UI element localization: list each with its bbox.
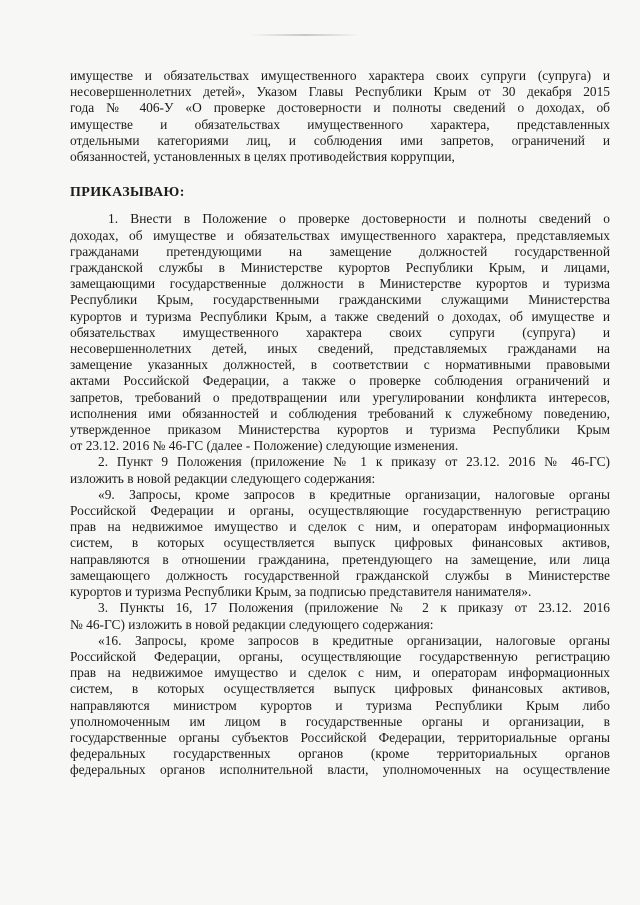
item-3-paragraph bbox=[70, 600, 610, 632]
item-1-paragraph bbox=[70, 211, 610, 454]
intro-line: имуществе и обязательствах имущественного характера своих супруги (супруга) и bbox=[70, 68, 610, 83]
document-body bbox=[70, 68, 610, 779]
quote-9-line: систем, в которых осуществляется выпуск цифровых финансовых активов, bbox=[70, 535, 610, 551]
item-1-line: Республики Крым, государственными гражданскими служащими Министерства bbox=[70, 292, 610, 308]
item-1-line: от 23.12. 2016 № 46-ГС (далее - Положение) следующие изменения. bbox=[70, 438, 459, 454]
item-2-paragraph bbox=[70, 454, 610, 486]
quote-16-line: систем, в которых осуществляется выпуск цифровых финансовых активов, bbox=[70, 681, 610, 697]
quote-point-9 bbox=[70, 487, 610, 600]
order-heading: ПРИКАЗЫВАЮ: bbox=[70, 185, 185, 201]
item-1-line: замещение указанных должностей, в соответствии с нормативными правовыми bbox=[70, 357, 610, 373]
item-1-line: запретов, требований о предотвращении или урегулировании конфликта интересов, bbox=[70, 389, 610, 405]
quote-16-line: государственные органы субъектов Российской Федерации, территориальные органы bbox=[70, 729, 610, 745]
item-1-line: исполнения ими обязанностей и соблюдения требований к служебному поведению, bbox=[70, 405, 610, 421]
item-1-line: утвержденное приказом Министерства курортов и туризма Республики Крым bbox=[70, 422, 610, 438]
item-1-line: доходах, об имуществе и обязательствах имущественного характера, представляемых bbox=[70, 227, 610, 243]
item-3-line: 3. Пункты 16, 17 Положения (приложение № 2 к приказу от 23.12. 2016 bbox=[98, 600, 610, 616]
item-3-line: № 46-ГС) изложить в новой редакции следующего содержания: bbox=[70, 616, 434, 632]
item-1-line: актами Российской Федерации, а также о проверке соблюдения ограничений и bbox=[70, 373, 610, 389]
item-1-line: обязательствах имущественного характера своих супруги (супруга) и bbox=[70, 324, 610, 340]
intro-line: года № 406-У «О проверке достоверности и полноты сведений о доходах, об bbox=[70, 100, 610, 116]
quote-9-line: направляются в отношении гражданина, претендующего на замещение, или лица bbox=[70, 551, 610, 567]
item-1-line: несовершеннолетних детей, иных сведений, представляемых гражданами на bbox=[70, 341, 610, 357]
quote-16-line: направляются министром курортов и туризма Республики Крым либо bbox=[70, 697, 610, 713]
quote-16-line: уполномоченным им лицом в государственные органы и организации, в bbox=[70, 713, 610, 729]
intro-line: отдельными категориями лиц, и соблюдения ими запретов, ограничений и bbox=[70, 132, 610, 148]
quote-9-line: замещающего должность государственной гражданской службы в Министерстве bbox=[70, 567, 610, 583]
quote-16-line: федеральных государственных органов (кроме территориальных органов bbox=[70, 746, 610, 762]
intro-line: несовершеннолетних детей», Указом Главы Республики Крым от 30 декабря 2015 bbox=[70, 84, 610, 100]
quote-9-line: Российской Федерации и органы, осуществляющие государственную регистрацию bbox=[70, 503, 610, 519]
item-1-line: замещающими государственные должности в Министерстве курортов и туризма bbox=[70, 276, 610, 292]
quote-9-line: «9. Запросы, кроме запросов в кредитные организации, налоговые органы bbox=[98, 486, 610, 502]
intro-line: обязанностей, установленных в целях противодействия коррупции, bbox=[70, 149, 455, 165]
intro-line: имуществе и обязательствах имущественного характера, представленных bbox=[70, 116, 610, 132]
item-1-line: гражданами претендующими на замещение должностей государственной bbox=[70, 243, 610, 259]
scan-artifact bbox=[250, 34, 360, 36]
quote-9-line: курортов и туризма Республики Крым, за подписью представителя нанимателя». bbox=[70, 584, 532, 600]
item-1-line: курортов и туризма Республики Крым, а также сведений о доходах, об имуществе и bbox=[70, 308, 610, 324]
item-2-line: 2. Пункт 9 Положения (приложение № 1 к приказу от 23.12. 2016 № 46-ГС) bbox=[98, 454, 610, 470]
quote-16-line: «16. Запросы, кроме запросов в кредитные организации, налоговые органы bbox=[98, 632, 610, 648]
quote-9-line: прав на недвижимое имущество и сделок с ним, и операторам информационных bbox=[70, 519, 610, 535]
quote-16-line: прав на недвижимое имущество и сделок с ним, и операторам информационных bbox=[70, 665, 610, 681]
item-1-line: 1. Внести в Положение о проверке достоверности и полноты сведений о bbox=[108, 211, 610, 227]
quote-16-line: федеральных органов исполнительной власти, уполномоченных на осуществление bbox=[70, 762, 610, 778]
quote-16-line: Российской Федерации, органы, осуществляющие государственную регистрацию bbox=[70, 648, 610, 664]
item-2-line: изложить в новой редакции следующего содержания: bbox=[70, 470, 376, 486]
quote-point-16 bbox=[70, 633, 610, 779]
item-1-line: гражданской службы в Министерстве курортов Республики Крым, и лицами, bbox=[70, 260, 610, 276]
intro-paragraph bbox=[70, 68, 610, 165]
